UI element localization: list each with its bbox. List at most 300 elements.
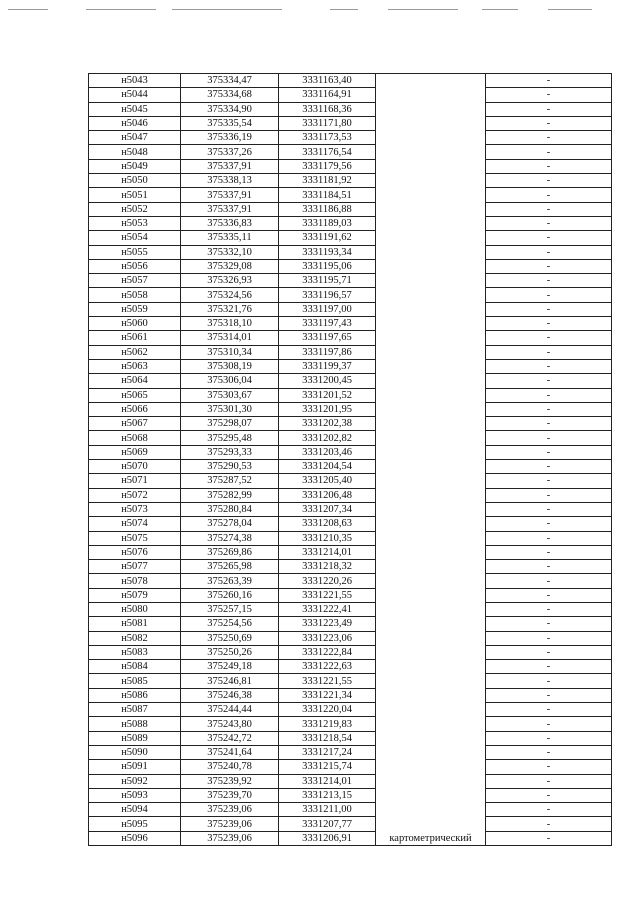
table-row bbox=[89, 216, 612, 230]
x-coordinate-cell: 375287,52 bbox=[181, 474, 279, 488]
point-id-cell: н5091 bbox=[89, 760, 181, 774]
table-row bbox=[89, 131, 612, 145]
method-cell bbox=[376, 374, 486, 388]
extra-cell: - bbox=[486, 560, 612, 574]
extra-cell: - bbox=[486, 188, 612, 202]
extra-cell: - bbox=[486, 402, 612, 416]
y-coordinate-cell: 3331222,63 bbox=[279, 660, 376, 674]
table-row bbox=[89, 274, 612, 288]
extra-cell: - bbox=[486, 488, 612, 502]
method-cell bbox=[376, 717, 486, 731]
table-row bbox=[89, 374, 612, 388]
table-row bbox=[89, 402, 612, 416]
extra-cell: - bbox=[486, 216, 612, 230]
y-coordinate-cell: 3331168,36 bbox=[279, 102, 376, 116]
table-row bbox=[89, 431, 612, 445]
x-coordinate-cell: 375265,98 bbox=[181, 560, 279, 574]
point-id-cell: н5086 bbox=[89, 688, 181, 702]
method-cell bbox=[376, 288, 486, 302]
table-row bbox=[89, 831, 612, 845]
point-id-cell: н5066 bbox=[89, 402, 181, 416]
point-id-cell: н5090 bbox=[89, 745, 181, 759]
x-coordinate-cell: 375239,06 bbox=[181, 803, 279, 817]
x-coordinate-cell: 375246,38 bbox=[181, 688, 279, 702]
x-coordinate-cell: 375334,90 bbox=[181, 102, 279, 116]
point-id-cell: н5057 bbox=[89, 274, 181, 288]
table-row bbox=[89, 231, 612, 245]
extra-cell: - bbox=[486, 331, 612, 345]
x-coordinate-cell: 375335,11 bbox=[181, 231, 279, 245]
y-coordinate-cell: 3331223,06 bbox=[279, 631, 376, 645]
y-coordinate-cell: 3331193,34 bbox=[279, 245, 376, 259]
extra-cell: - bbox=[486, 545, 612, 559]
table-row bbox=[89, 674, 612, 688]
y-coordinate-cell: 3331220,04 bbox=[279, 703, 376, 717]
table-row bbox=[89, 145, 612, 159]
method-cell bbox=[376, 445, 486, 459]
table-row bbox=[89, 502, 612, 516]
method-cell bbox=[376, 674, 486, 688]
y-coordinate-cell: 3331195,06 bbox=[279, 259, 376, 273]
extra-cell: - bbox=[486, 817, 612, 831]
x-coordinate-cell: 375335,54 bbox=[181, 116, 279, 130]
x-coordinate-cell: 375249,18 bbox=[181, 660, 279, 674]
method-cell bbox=[376, 460, 486, 474]
point-id-cell: н5075 bbox=[89, 531, 181, 545]
method-cell bbox=[376, 159, 486, 173]
point-id-cell: н5084 bbox=[89, 660, 181, 674]
method-cell bbox=[376, 803, 486, 817]
table-row bbox=[89, 74, 612, 88]
extra-cell: - bbox=[486, 374, 612, 388]
point-id-cell: н5071 bbox=[89, 474, 181, 488]
x-coordinate-cell: 375269,86 bbox=[181, 545, 279, 559]
table-row bbox=[89, 202, 612, 216]
y-coordinate-cell: 3331199,37 bbox=[279, 359, 376, 373]
y-coordinate-cell: 3331197,86 bbox=[279, 345, 376, 359]
x-coordinate-cell: 375310,34 bbox=[181, 345, 279, 359]
extra-cell: - bbox=[486, 502, 612, 516]
method-cell bbox=[376, 602, 486, 616]
x-coordinate-cell: 375274,38 bbox=[181, 531, 279, 545]
coordinates-table bbox=[88, 73, 612, 846]
extra-cell: - bbox=[486, 531, 612, 545]
y-coordinate-cell: 3331203,46 bbox=[279, 445, 376, 459]
point-id-cell: н5093 bbox=[89, 788, 181, 802]
method-cell bbox=[376, 274, 486, 288]
method-cell bbox=[376, 588, 486, 602]
extra-cell: - bbox=[486, 517, 612, 531]
y-coordinate-cell: 3331222,41 bbox=[279, 602, 376, 616]
x-coordinate-cell: 375337,91 bbox=[181, 202, 279, 216]
y-coordinate-cell: 3331186,88 bbox=[279, 202, 376, 216]
x-coordinate-cell: 375334,47 bbox=[181, 74, 279, 88]
extra-cell: - bbox=[486, 831, 612, 845]
x-coordinate-cell: 375321,76 bbox=[181, 302, 279, 316]
method-cell bbox=[376, 574, 486, 588]
method-cell bbox=[376, 102, 486, 116]
x-coordinate-cell: 375318,10 bbox=[181, 317, 279, 331]
y-coordinate-cell: 3331214,01 bbox=[279, 774, 376, 788]
table-row bbox=[89, 588, 612, 602]
point-id-cell: н5089 bbox=[89, 731, 181, 745]
y-coordinate-cell: 3331189,03 bbox=[279, 216, 376, 230]
extra-cell: - bbox=[486, 388, 612, 402]
x-coordinate-cell: 375257,15 bbox=[181, 602, 279, 616]
table-row bbox=[89, 159, 612, 173]
table-row bbox=[89, 116, 612, 130]
method-cell bbox=[376, 417, 486, 431]
extra-cell: - bbox=[486, 302, 612, 316]
point-id-cell: н5077 bbox=[89, 560, 181, 574]
method-cell bbox=[376, 359, 486, 373]
y-coordinate-cell: 3331176,54 bbox=[279, 145, 376, 159]
y-coordinate-cell: 3331195,71 bbox=[279, 274, 376, 288]
method-cell bbox=[376, 116, 486, 130]
table-row bbox=[89, 259, 612, 273]
y-coordinate-cell: 3331181,92 bbox=[279, 174, 376, 188]
extra-cell: - bbox=[486, 445, 612, 459]
method-cell bbox=[376, 774, 486, 788]
extra-cell: - bbox=[486, 288, 612, 302]
table-row bbox=[89, 617, 612, 631]
y-coordinate-cell: 3331218,32 bbox=[279, 560, 376, 574]
method-cell bbox=[376, 88, 486, 102]
x-coordinate-cell: 375243,80 bbox=[181, 717, 279, 731]
y-coordinate-cell: 3331222,84 bbox=[279, 645, 376, 659]
x-coordinate-cell: 375298,07 bbox=[181, 417, 279, 431]
table-row bbox=[89, 731, 612, 745]
table-row bbox=[89, 745, 612, 759]
point-id-cell: н5095 bbox=[89, 817, 181, 831]
method-cell bbox=[376, 617, 486, 631]
y-coordinate-cell: 3331208,63 bbox=[279, 517, 376, 531]
x-coordinate-cell: 375336,83 bbox=[181, 216, 279, 230]
point-id-cell: н5076 bbox=[89, 545, 181, 559]
coordinates-table-body bbox=[89, 74, 612, 846]
y-coordinate-cell: 3331218,54 bbox=[279, 731, 376, 745]
y-coordinate-cell: 3331211,00 bbox=[279, 803, 376, 817]
table-row bbox=[89, 517, 612, 531]
x-coordinate-cell: 375295,48 bbox=[181, 431, 279, 445]
method-cell bbox=[376, 817, 486, 831]
y-coordinate-cell: 3331163,40 bbox=[279, 74, 376, 88]
method-cell bbox=[376, 431, 486, 445]
point-id-cell: н5052 bbox=[89, 202, 181, 216]
extra-cell: - bbox=[486, 631, 612, 645]
point-id-cell: н5056 bbox=[89, 259, 181, 273]
x-coordinate-cell: 375336,19 bbox=[181, 131, 279, 145]
y-coordinate-cell: 3331200,45 bbox=[279, 374, 376, 388]
x-coordinate-cell: 375293,33 bbox=[181, 445, 279, 459]
point-id-cell: н5060 bbox=[89, 317, 181, 331]
table-row bbox=[89, 388, 612, 402]
extra-cell: - bbox=[486, 131, 612, 145]
point-id-cell: н5058 bbox=[89, 288, 181, 302]
x-coordinate-cell: 375241,64 bbox=[181, 745, 279, 759]
x-coordinate-cell: 375314,01 bbox=[181, 331, 279, 345]
method-cell bbox=[376, 502, 486, 516]
point-id-cell: н5064 bbox=[89, 374, 181, 388]
extra-cell: - bbox=[486, 588, 612, 602]
x-coordinate-cell: 375240,78 bbox=[181, 760, 279, 774]
x-coordinate-cell: 375239,92 bbox=[181, 774, 279, 788]
extra-cell: - bbox=[486, 159, 612, 173]
table-row bbox=[89, 717, 612, 731]
table-row bbox=[89, 474, 612, 488]
extra-cell: - bbox=[486, 617, 612, 631]
y-coordinate-cell: 3331202,38 bbox=[279, 417, 376, 431]
table-row bbox=[89, 788, 612, 802]
method-cell bbox=[376, 631, 486, 645]
method-cell bbox=[376, 402, 486, 416]
y-coordinate-cell: 3331197,00 bbox=[279, 302, 376, 316]
table-row bbox=[89, 602, 612, 616]
table-row bbox=[89, 488, 612, 502]
point-id-cell: н5092 bbox=[89, 774, 181, 788]
y-coordinate-cell: 3331164,91 bbox=[279, 88, 376, 102]
y-coordinate-cell: 3331173,53 bbox=[279, 131, 376, 145]
y-coordinate-cell: 3331205,40 bbox=[279, 474, 376, 488]
y-coordinate-cell: 3331202,82 bbox=[279, 431, 376, 445]
method-cell bbox=[376, 145, 486, 159]
table-row bbox=[89, 174, 612, 188]
point-id-cell: н5072 bbox=[89, 488, 181, 502]
extra-cell: - bbox=[486, 803, 612, 817]
table-row bbox=[89, 531, 612, 545]
table-row bbox=[89, 803, 612, 817]
x-coordinate-cell: 375250,26 bbox=[181, 645, 279, 659]
method-cell bbox=[376, 174, 486, 188]
point-id-cell: н5043 bbox=[89, 74, 181, 88]
table-row bbox=[89, 631, 612, 645]
extra-cell: - bbox=[486, 660, 612, 674]
point-id-cell: н5070 bbox=[89, 460, 181, 474]
extra-cell: - bbox=[486, 431, 612, 445]
point-id-cell: н5074 bbox=[89, 517, 181, 531]
method-cell bbox=[376, 531, 486, 545]
extra-cell: - bbox=[486, 674, 612, 688]
table-row bbox=[89, 817, 612, 831]
x-coordinate-cell: 375246,81 bbox=[181, 674, 279, 688]
point-id-cell: н5096 bbox=[89, 831, 181, 845]
point-id-cell: н5078 bbox=[89, 574, 181, 588]
extra-cell: - bbox=[486, 760, 612, 774]
y-coordinate-cell: 3331197,43 bbox=[279, 317, 376, 331]
x-coordinate-cell: 375332,10 bbox=[181, 245, 279, 259]
table-row bbox=[89, 88, 612, 102]
method-cell bbox=[376, 302, 486, 316]
x-coordinate-cell: 375239,06 bbox=[181, 831, 279, 845]
method-cell bbox=[376, 474, 486, 488]
point-id-cell: н5048 bbox=[89, 145, 181, 159]
x-coordinate-cell: 375337,91 bbox=[181, 188, 279, 202]
extra-cell: - bbox=[486, 145, 612, 159]
extra-cell: - bbox=[486, 460, 612, 474]
point-id-cell: н5067 bbox=[89, 417, 181, 431]
y-coordinate-cell: 3331206,48 bbox=[279, 488, 376, 502]
extra-cell: - bbox=[486, 474, 612, 488]
extra-cell: - bbox=[486, 74, 612, 88]
y-coordinate-cell: 3331221,55 bbox=[279, 588, 376, 602]
x-coordinate-cell: 375290,53 bbox=[181, 460, 279, 474]
y-coordinate-cell: 3331207,34 bbox=[279, 502, 376, 516]
method-cell bbox=[376, 745, 486, 759]
x-coordinate-cell: 375282,99 bbox=[181, 488, 279, 502]
x-coordinate-cell: 375239,70 bbox=[181, 788, 279, 802]
point-id-cell: н5062 bbox=[89, 345, 181, 359]
point-id-cell: н5063 bbox=[89, 359, 181, 373]
point-id-cell: н5049 bbox=[89, 159, 181, 173]
point-id-cell: н5094 bbox=[89, 803, 181, 817]
method-cell bbox=[376, 788, 486, 802]
method-cell bbox=[376, 731, 486, 745]
y-coordinate-cell: 3331220,26 bbox=[279, 574, 376, 588]
method-cell bbox=[376, 131, 486, 145]
table-row bbox=[89, 331, 612, 345]
extra-cell: - bbox=[486, 645, 612, 659]
point-id-cell: н5073 bbox=[89, 502, 181, 516]
extra-cell: - bbox=[486, 688, 612, 702]
y-coordinate-cell: 3331215,74 bbox=[279, 760, 376, 774]
y-coordinate-cell: 3331179,56 bbox=[279, 159, 376, 173]
point-id-cell: н5059 bbox=[89, 302, 181, 316]
table-row bbox=[89, 245, 612, 259]
x-coordinate-cell: 375338,13 bbox=[181, 174, 279, 188]
table-row bbox=[89, 445, 612, 459]
y-coordinate-cell: 3331206,91 bbox=[279, 831, 376, 845]
point-id-cell: н5083 bbox=[89, 645, 181, 659]
x-coordinate-cell: 375337,91 bbox=[181, 159, 279, 173]
x-coordinate-cell: 375250,69 bbox=[181, 631, 279, 645]
y-coordinate-cell: 3331207,77 bbox=[279, 817, 376, 831]
table-row bbox=[89, 460, 612, 474]
table-row bbox=[89, 188, 612, 202]
y-coordinate-cell: 3331191,62 bbox=[279, 231, 376, 245]
y-coordinate-cell: 3331221,55 bbox=[279, 674, 376, 688]
point-id-cell: н5054 bbox=[89, 231, 181, 245]
point-id-cell: н5079 bbox=[89, 588, 181, 602]
table-row bbox=[89, 359, 612, 373]
x-coordinate-cell: 375334,68 bbox=[181, 88, 279, 102]
y-coordinate-cell: 3331221,34 bbox=[279, 688, 376, 702]
table-row bbox=[89, 760, 612, 774]
method-cell bbox=[376, 231, 486, 245]
x-coordinate-cell: 375280,84 bbox=[181, 502, 279, 516]
point-id-cell: н5088 bbox=[89, 717, 181, 731]
extra-cell: - bbox=[486, 102, 612, 116]
point-id-cell: н5045 bbox=[89, 102, 181, 116]
extra-cell: - bbox=[486, 174, 612, 188]
x-coordinate-cell: 375242,72 bbox=[181, 731, 279, 745]
y-coordinate-cell: 3331213,15 bbox=[279, 788, 376, 802]
point-id-cell: н5068 bbox=[89, 431, 181, 445]
method-cell bbox=[376, 331, 486, 345]
point-id-cell: н5050 bbox=[89, 174, 181, 188]
method-cell bbox=[376, 74, 486, 88]
extra-cell: - bbox=[486, 774, 612, 788]
x-coordinate-cell: 375260,16 bbox=[181, 588, 279, 602]
scanned-header-remnant bbox=[0, 0, 640, 20]
table-row bbox=[89, 560, 612, 574]
extra-cell: - bbox=[486, 788, 612, 802]
point-id-cell: н5065 bbox=[89, 388, 181, 402]
y-coordinate-cell: 3331210,35 bbox=[279, 531, 376, 545]
method-cell bbox=[376, 188, 486, 202]
y-coordinate-cell: 3331197,65 bbox=[279, 331, 376, 345]
method-cell bbox=[376, 703, 486, 717]
x-coordinate-cell: 375306,04 bbox=[181, 374, 279, 388]
method-cell bbox=[376, 259, 486, 273]
x-coordinate-cell: 375301,30 bbox=[181, 402, 279, 416]
table-row bbox=[89, 102, 612, 116]
extra-cell: - bbox=[486, 317, 612, 331]
x-coordinate-cell: 375263,39 bbox=[181, 574, 279, 588]
point-id-cell: н5047 bbox=[89, 131, 181, 145]
point-id-cell: н5046 bbox=[89, 116, 181, 130]
x-coordinate-cell: 375278,04 bbox=[181, 517, 279, 531]
x-coordinate-cell: 375254,56 bbox=[181, 617, 279, 631]
extra-cell: - bbox=[486, 202, 612, 216]
point-id-cell: н5069 bbox=[89, 445, 181, 459]
method-cell bbox=[376, 545, 486, 559]
point-id-cell: н5061 bbox=[89, 331, 181, 345]
y-coordinate-cell: 3331223,49 bbox=[279, 617, 376, 631]
method-cell bbox=[376, 488, 486, 502]
x-coordinate-cell: 375244,44 bbox=[181, 703, 279, 717]
method-cell bbox=[376, 317, 486, 331]
extra-cell: - bbox=[486, 602, 612, 616]
extra-cell: - bbox=[486, 574, 612, 588]
y-coordinate-cell: 3331204,54 bbox=[279, 460, 376, 474]
point-id-cell: н5044 bbox=[89, 88, 181, 102]
table-row bbox=[89, 317, 612, 331]
point-id-cell: н5051 bbox=[89, 188, 181, 202]
extra-cell: - bbox=[486, 88, 612, 102]
table-row bbox=[89, 574, 612, 588]
x-coordinate-cell: 375308,19 bbox=[181, 359, 279, 373]
method-cell bbox=[376, 216, 486, 230]
method-cell bbox=[376, 660, 486, 674]
point-id-cell: н5082 bbox=[89, 631, 181, 645]
extra-cell: - bbox=[486, 717, 612, 731]
extra-cell: - bbox=[486, 417, 612, 431]
y-coordinate-cell: 3331171,80 bbox=[279, 116, 376, 130]
method-cell bbox=[376, 688, 486, 702]
y-coordinate-cell: 3331217,24 bbox=[279, 745, 376, 759]
x-coordinate-cell: 375239,06 bbox=[181, 817, 279, 831]
extra-cell: - bbox=[486, 745, 612, 759]
x-coordinate-cell: 375303,67 bbox=[181, 388, 279, 402]
method-cell bbox=[376, 560, 486, 574]
table-row bbox=[89, 545, 612, 559]
method-cell: картометрический bbox=[376, 831, 486, 845]
table-row bbox=[89, 345, 612, 359]
table-row bbox=[89, 688, 612, 702]
method-cell bbox=[376, 517, 486, 531]
table-row bbox=[89, 703, 612, 717]
y-coordinate-cell: 3331196,57 bbox=[279, 288, 376, 302]
extra-cell: - bbox=[486, 231, 612, 245]
point-id-cell: н5087 bbox=[89, 703, 181, 717]
x-coordinate-cell: 375337,26 bbox=[181, 145, 279, 159]
point-id-cell: н5053 bbox=[89, 216, 181, 230]
table-row bbox=[89, 660, 612, 674]
method-cell bbox=[376, 345, 486, 359]
y-coordinate-cell: 3331201,95 bbox=[279, 402, 376, 416]
point-id-cell: н5081 bbox=[89, 617, 181, 631]
method-cell bbox=[376, 202, 486, 216]
